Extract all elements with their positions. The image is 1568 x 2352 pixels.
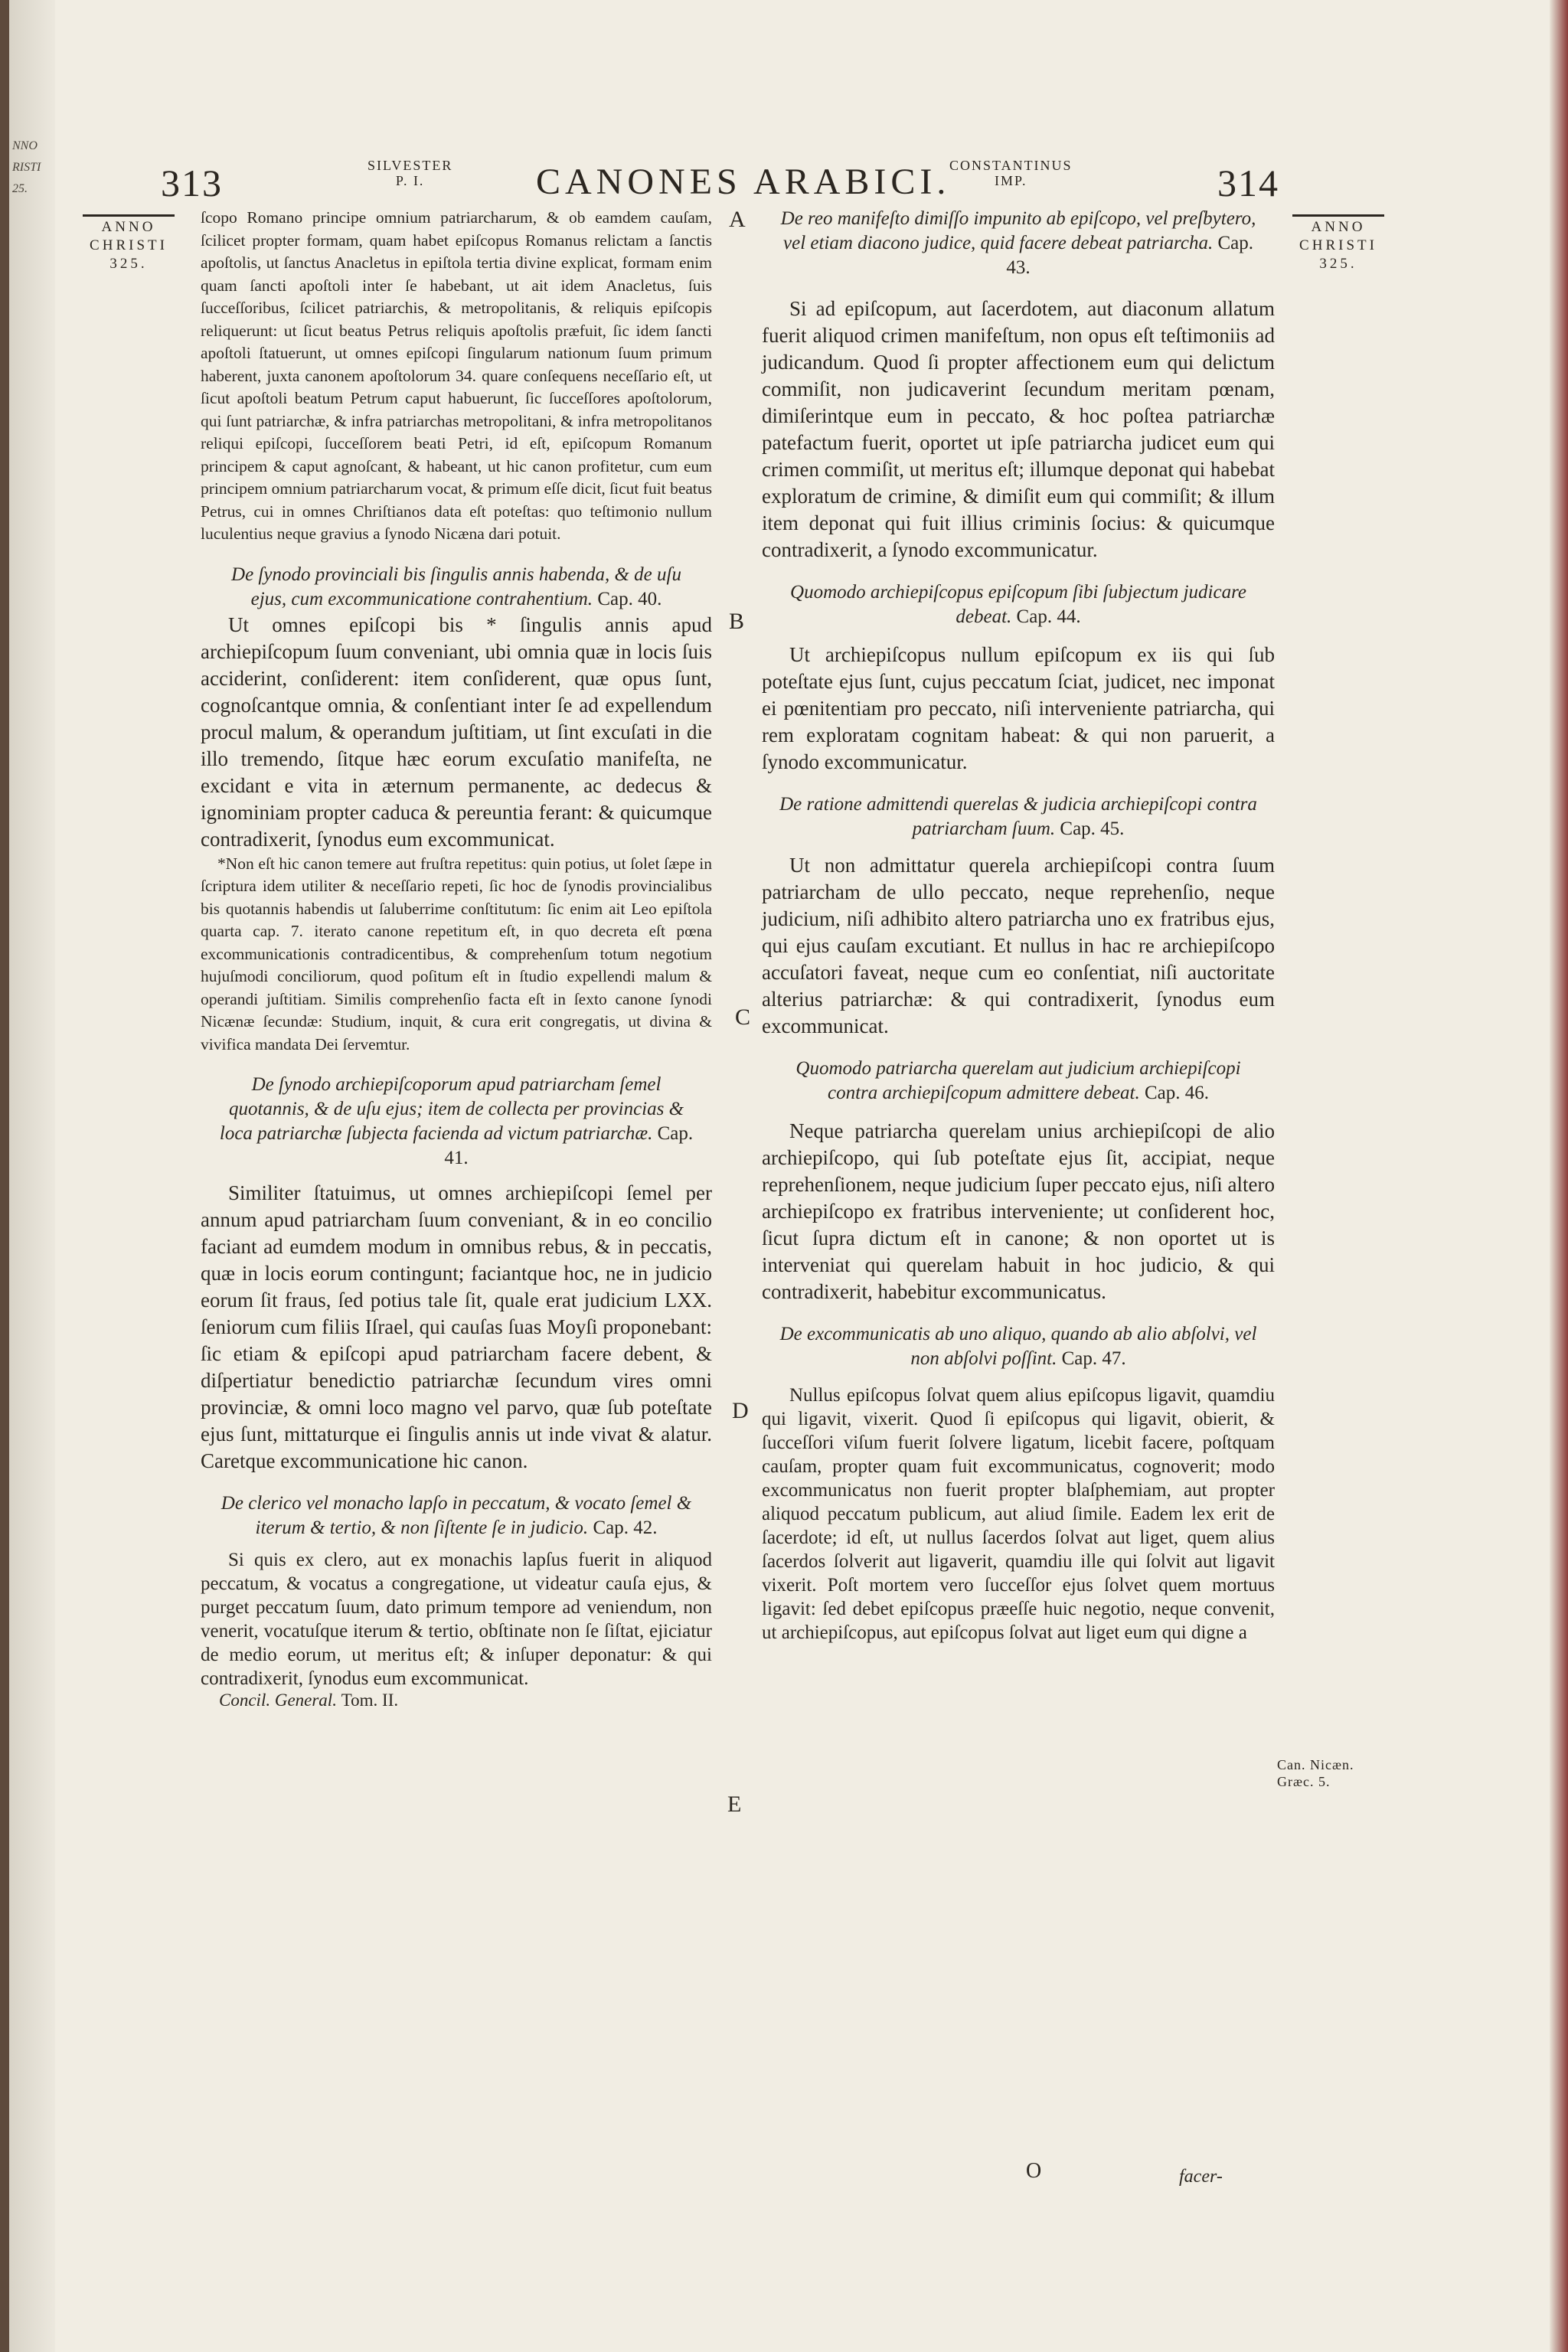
footer-work-title: Concil. General. xyxy=(219,1690,337,1710)
running-header xyxy=(0,153,1568,214)
anno-line: ANNO xyxy=(101,219,156,235)
chapter-number: Cap. 47. xyxy=(1061,1348,1126,1369)
page-edge xyxy=(1550,0,1568,2352)
anno-line: CHRISTI xyxy=(1299,237,1377,253)
previous-page-gutter xyxy=(9,0,55,2352)
pope-heading xyxy=(368,158,452,188)
canon-43-text: Si ad epiſcopum, aut ſacerdotem, aut diaconum allatum fuerit aliquod crimen manifeſtum, non opus eſt teſtimoniis ad judicandum. Quod ſi propter affectionem eum qui delictum commiſit, non judicaverint ſecundum meritam pœnam, dimiſerintque eum in peccato, & hoc poſtea patriarchæ patefactum fuerit, oportet ut ipſe patriarcha judicet eum qui crimen commiſit, ut meritus eſt; illumque deponat qui habebat exploratum de crimine, & dimiſit eum qui commiſit; & illum item deponat qui fuit illius criminis ſocius: & quicumque contradixerit, a ſynodo excommunicatur. xyxy=(762,297,1275,561)
footer-signature-line xyxy=(219,1690,712,1710)
anno-rule xyxy=(1292,214,1384,217)
chapter-heading-47 xyxy=(777,1322,1259,1371)
chapter-heading-text: De reo manifeſto dimiſſo impunito ab epiſcopo, vel preſbytero, vel etiam diacono judice, quid facere debeat patriarcha. xyxy=(780,208,1256,253)
canon-45-text: Ut non admittatur querela archiepiſcopi contra ſuum patriarcham de ullo peccato, neque reprehenſio, neque judicium, niſi adhibito altero patriarcha uno ex fratribus ejus, qui ejus cauſam excutiant. Et nullus in hac re archiepiſcopo accuſatori faveat, neque cum eo conſentiat, niſi auctoritate alterius patriarchæ: & qui contradixerit, ſynodus eum excommunicat. xyxy=(762,854,1275,1037)
chapter-number: Cap. 46. xyxy=(1145,1083,1210,1103)
chapter-number: Cap. 43. xyxy=(1006,233,1253,278)
gutter-fragment: RISTI xyxy=(12,161,41,174)
anno-line: ANNO xyxy=(1311,219,1366,235)
canon-44-text: Ut archiepiſcopus nullum epiſcopum ex iis qui ſub poteſtate ejus ſunt, cujus peccatum ſciat, judicet, nec imponat ei pœnitentiam pro peccato, niſi interveniente patriarcha, qui rem exploratam cognitam habeat: & qui non paruerit, a ſynodo excommunicatur. xyxy=(762,643,1275,773)
emperor-title: IMP. xyxy=(995,173,1027,188)
canon-46-text: Neque patriarcha querelam unius archiepiſcopi de alio archiepiſcopo, qui ſub poteſtate ejus ſit, accipiat, neque reprehenſionem, neque judicium ſuper peccato ejus, niſi altero archiepiſcopo ex fratribus interveniente; ut conſiderent hoc, ſicut ſupra dictum eſt in canone; & non oportet ut is interveniat qui querelam habuit in hoc judicio, & qui contradixerit, habebitur excommunicatus. xyxy=(762,1119,1275,1303)
chapter-heading-42 xyxy=(216,1491,697,1540)
intro-paragraph: ſcopo Romano principe omnium patriarcharum, & ob eamdem cauſam, ſcilicet propter formam, quam habet epiſcopus Romanus relictam a ſanctis apoſtolis, ut ſanctus Anacletus in epiſtola tertia divine explicat, formam enim quam ſancti apoſtoli inter ſe habebant, ut ait idem Anacletus, ſuis ſucceſſoribus, ſcilicet patriarchis, & metropolitanis, & reliquis epiſcopis reliquerunt: ut ſicut beatus Petrus reliquis apoſtolis præfuit, ſic idem ſancti apoſtoli ſtatuerunt, ut omnes epiſcopi ſingularum nationum ſuum primum haberent, juxta canonem apoſtolorum 34. quare conſequens neceſſario eſt, ut ſicut apoſtoli beatum Petrum caput habuerunt, ſic ſucceſſores apoſtolorum, qui ſunt patriarchæ, & infra patriarchas metropolitani, & infra metropolitanos reliqui epiſcopi, ſucceſſorem beati Petri, id eſt, epiſcopum Romanum principem & caput agnoſcant, & habeant, ut hic canon profitetur, cum eum principem omnium patriarcharum vocat, & primum eſſe dicit, ſicut fuit beatus Petrus, cui in omnes Chriſtianos data eſt poteſtas: quo teſtimonio nullum luculentius neque gravius a ſynodo Nicæna dari potuit. xyxy=(201,208,712,543)
canon-41-text: Similiter ſtatuimus, ut omnes archiepiſcopi ſemel per annum apud patriarcham ſuum conveniant, & in eo concilio faciant ad eumdem modum in omnibus rebus, & in peccatis, quæ in locis eorum contingunt; faciantque hoc, ne in judicio eorum ſit fraus, ſed potius tale ſit, quale erat judicium LXX. ſeniorum cum filiis Iſrael, qui cauſas ſuas Moyſi proponebant: ſic etiam & epiſcopi apud patriarcham facere debent, & diſpertiatur benedictio patriarchæ ſecundum vires omni provinciæ, & omni loco magno vel parvo, quæ ſub poteſtate ejus ſunt, mittaturque ei ſingulis annis ut inde vivat & alatur. Caretque excommunicatione hic canon. xyxy=(201,1181,712,1472)
anno-christi-right xyxy=(1292,214,1384,273)
canon-42-text: Si quis ex clero, aut ex monachis lapſus fuerit in aliquod peccatum, & vocatus a congregatione, ut videatur cauſa ejus, & purget peccatum ſuum, dato primum tempore ad veniendum, non venerit, vocatuſque iterum & tertio, obſtinate non ſe ſiſtat, ejiciatur de medio eorum, ut meritus eſt; & inſuper deponatur: & qui contradixerit, ſynodus eum excommunicat. xyxy=(201,1550,712,1689)
chapter-number: Cap. 44. xyxy=(1016,606,1081,627)
section-letter-a: A xyxy=(729,207,746,232)
page-number-left: 313 xyxy=(161,162,223,204)
gutter-fragment: 25. xyxy=(12,182,28,195)
margin-note-reference xyxy=(1277,1756,1354,1790)
chapter-heading-text: De excommunicatis ab uno aliquo, quando ab alio abſolvi, vel non abſolvi poſſint. xyxy=(779,1324,1257,1369)
chapter-heading-40 xyxy=(216,563,697,612)
printer-signature-mark: O xyxy=(1026,2159,1042,2183)
chapter-heading-44 xyxy=(777,580,1259,629)
chapter-heading-text: Quomodo patriarcha querelam aut judicium archiepiſcopi contra archiepiſcopum admittere debeat. xyxy=(795,1058,1241,1103)
chapter-heading-41 xyxy=(216,1073,697,1171)
section-letter-d: D xyxy=(732,1398,749,1423)
chapter-heading-text: Quomodo archiepiſcopus epiſcopum ſibi ſubjectum judicare debeat. xyxy=(790,582,1246,627)
chapter-heading-43 xyxy=(777,207,1259,280)
left-column xyxy=(201,207,712,1710)
canon-40-note: *Non eſt hic canon temere aut fruſtra repetitus: quin potius, ut ſolet ſæpe in ſcriptura idem utiliter & neceſſario repeti, ſic hoc de ſynodis provincialibus bis quotannis habendis ut ſaluberrime conſtitutum: ſic enim ait Leo epiſtola quarta cap. 7. iterato canone repetitum eſt, in quo decreta eſt pœna excommunicationis contradicentibus, & comprehenſum totum negotium hujuſmodi conciliorum, quod poſitum eſt in ſtudio expellendi malum & operandi juſtitiam. Similis comprehenſio facta eſt in ſexto canone ſynodi Nicænæ ſecundæ: Studium, inquit, & cura erit congregatis, ut divina & vivifica mandata Dei ſervemtur. xyxy=(201,854,712,1054)
section-letter-b: B xyxy=(729,609,745,634)
margin-note-line: Græc. 5. xyxy=(1277,1774,1331,1789)
chapter-heading-text: De ratione admittendi querelas & judicia archiepiſcopi contra patriarcham ſuum. xyxy=(779,794,1257,839)
chapter-heading-text: De clerico vel monacho lapſo in peccatum, & vocato ſemel & iterum & tertio, & non ſiſtente ſe in judicio. xyxy=(220,1493,692,1538)
chapter-heading-text: De ſynodo archiepiſcoporum apud patriarcham ſemel quotannis, & de uſu ejus; item de collecta per provincias & loca patriarchæ ſubjecta facienda ad victum patriarchæ. xyxy=(219,1074,684,1144)
running-title: CANONES ARABICI. xyxy=(536,162,951,202)
section-letter-c: C xyxy=(735,1004,751,1030)
emperor-name: CONSTANTINUS xyxy=(949,158,1073,173)
anno-rule xyxy=(83,214,175,217)
page-number-right: 314 xyxy=(1217,162,1279,204)
chapter-heading-45 xyxy=(777,792,1259,841)
footer-volume: Tom. II. xyxy=(341,1690,399,1710)
pope-number: P. I. xyxy=(395,173,425,188)
catchword: facer- xyxy=(1179,2167,1223,2187)
margin-note-line: Can. Nicæn. xyxy=(1277,1757,1354,1772)
canon-40-text: Ut omnes epiſcopi bis * ſingulis annis apud archiepiſcopum ſuum conveniant, ubi omnia quæ in locis ſuis acciderint, conſiderent: item conſiderent, quæ opus ſunt, cognoſcantque omnia, & conſentiant inter ſe ad expellendum procul malum, & operandum juſtitiam, ut ſint excuſati in die illo tremendo, ſitque hæc eorum excuſatio manifeſta, ne excidant e vita in æternum permanente, ac dedecus & ignominiam propter caduca & pereuntia ferant: & quicumque contradixerit, ſynodus eum excommunicat. xyxy=(201,612,712,851)
canon-47-text: Nullus epiſcopus ſolvat quem alius epiſcopus ligavit, quamdiu qui ligavit, vixerit. Quod ſi epiſcopus qui ligavit, obierit, & ſucceſſori viſum fuerit ſolvere ligatum, licebit facere, poſtquam cauſam, propter quam fuit excommunicatus, cognoverit; modo excommunicatus non fuerit propter blaſphemiam, aut propter aliquod peccatum publicum, aut aliud ſimile. Eadem lex erit de ſacerdote; id eſt, ut nullus ſacerdos ſolvat aut liget, quem alius ſacerdos ſolverit aut ligaverit, quamdiu ille qui ſolvit aut ligavit vixerit. Poſt mortem vero ſucceſſor ejus ſolvet quem mortuus ligavit: ſed debet epiſcopus præeſſe huic negotio, neque convenit, ut archiepiſcopus, aut epiſcopus ſolvat aut liget eum qui digne a xyxy=(762,1385,1275,1643)
chapter-heading-46 xyxy=(777,1057,1259,1106)
emperor-heading xyxy=(949,158,1073,188)
anno-line: CHRISTI xyxy=(90,237,168,253)
pope-name: SILVESTER xyxy=(368,158,453,173)
chapter-number: Cap. 40. xyxy=(597,588,662,609)
chapter-number: Cap. 45. xyxy=(1060,818,1125,839)
anno-christi-left xyxy=(83,214,175,273)
chapter-heading-text: De ſynodo provinciali bis ſingulis annis habenda, & de uſu ejus, cum excommunicatione contrahentium. xyxy=(231,564,681,609)
anno-year: 325. xyxy=(109,256,148,272)
chapter-number: Cap. 42. xyxy=(593,1517,658,1538)
gutter-fragment: NNO xyxy=(12,139,38,152)
right-column xyxy=(762,207,1275,1645)
section-letter-e: E xyxy=(727,1792,742,1817)
anno-year: 325. xyxy=(1319,256,1357,272)
chapter-number: Cap. 41. xyxy=(444,1123,694,1168)
